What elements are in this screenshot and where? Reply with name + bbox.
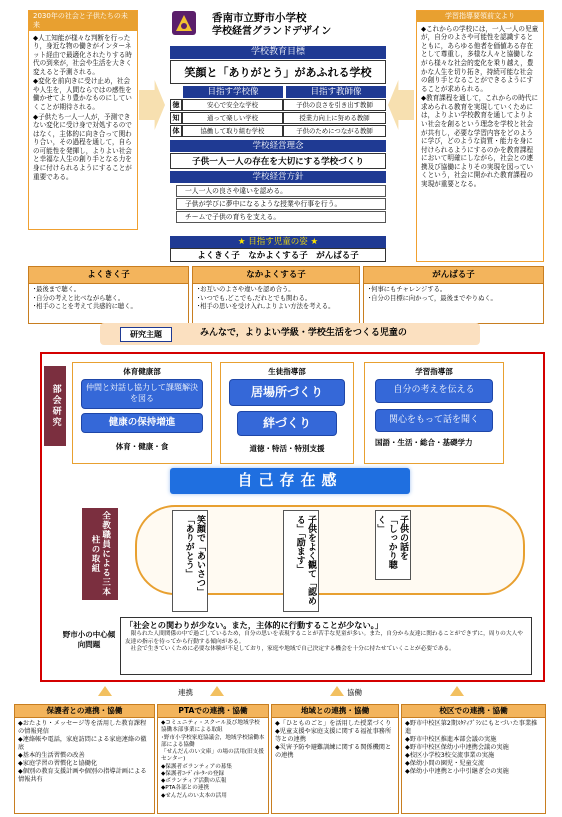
bukai-title: 生徒指導部 (268, 367, 306, 376)
left-arrow (139, 80, 165, 130)
bottom-title: PTAでの連携・協働 (157, 704, 269, 718)
arrow-up (210, 686, 224, 696)
bukai-button: 自分の考えを伝える (375, 379, 493, 402)
policy-item: 子供が学びに夢中になるような授業や行事を行う。 (176, 198, 386, 210)
bottom-title: 地域との連携・協働 (271, 704, 399, 718)
aim-teacher: 授業力向上に努める教師 (283, 112, 386, 124)
right-panel-item: ◆教育課程を通して，これからの時代に求められる教育を実現していくためには，よりよい学校教育を通してよりよい社会を創るという理念を学校と社会が共有し，必要な学習内容をどのように学び，どのような資質・能力を身に付けられるようにするのかを教育課程において明確にしながら，社会との連携及び協働によりその実現を図っていくという，社会に開かれた教育課程の実現が重要となる。 (421, 94, 539, 188)
bukai-button: 絆づくり (237, 411, 337, 436)
kid-line: ･お互いのよさや違いを認め合う。 (197, 286, 295, 293)
bottom-item: ◆PTA各部との連携 (161, 785, 210, 792)
bukai-button: 居場所づくり (229, 379, 345, 406)
school-aim-label: 目指す学校像 (183, 86, 283, 98)
bukai-group (220, 362, 354, 464)
aim-teacher: 子供のためにつながる教師 (283, 125, 386, 137)
arrow-up (330, 686, 344, 696)
right-panel (416, 10, 544, 262)
ideal-label: ★ 目指す児童の姿 ★ (170, 236, 386, 248)
teacher-aim-label: 目指す教師像 (286, 86, 386, 98)
bottom-column (14, 704, 155, 814)
left-panel-item: ◆変化を前向きに受け止め，社会や人生を，人間ならではの感性を働かせてより豊かなものにしていくことが期待される。 (33, 77, 132, 111)
bottom-item: 「せんだんのい文庫」の場の活用(旧支援センター) (161, 749, 264, 763)
design-title: 学校経営グランドデザイン (212, 26, 332, 37)
left-panel-title: 2030年の社会と子供たちの未来 (29, 11, 137, 31)
issue-box (120, 617, 532, 675)
issue-body-2: 社会で生きていくために必要な体験が不足しており，家庭や地域で自己決定する機会を十分に持たせていくことが必要である。 (125, 646, 455, 653)
bottom-item: ◆せんだんのい太本の活用 (161, 792, 227, 799)
issue-body: 限られた人間関係の中で過ごしているため，自分の思いを表現することが苦手な児童が多い。また，自分から友達に関わることができずに，周りの大人や友達の指示を待ってから行動する傾向がある。 (125, 631, 523, 645)
pillar-item: 笑顔で「あいさつ」「ありがとう」 (172, 510, 208, 612)
goal-text: 笑顔と「ありがとう」があふれる学校 (170, 60, 386, 84)
bottom-column (271, 704, 399, 814)
bottom-item: ◆野市中校区保幼小中連携会議の実施 (405, 744, 509, 752)
kid-column (28, 266, 189, 324)
aim-tag: 体 (170, 125, 182, 137)
pillars-tag: 全教職員による三本柱の取組 (82, 508, 118, 600)
bukai-tag: 部会研究 (44, 366, 66, 446)
policy-item: 一人一人の良さや違いを認める。 (176, 185, 386, 197)
left-panel-item: ◆子供たち一人一人が，予測できない変化に受け身で対処するのではなく，主体的に向き合って関わり合い，その過程を通して，自らの可能性を発揮し，よりよい社会と幸福な人生の創り手となる力を身に付けられるようにすることが重要である。 (33, 112, 132, 181)
bottom-item: ◆個別の教育支援計画や個別の指導計画による情報共有 (18, 768, 147, 784)
aim-tag: 知 (170, 112, 182, 124)
aim-tag: 徳 (170, 99, 182, 111)
goal-label: 学校教育目標 (170, 46, 386, 59)
arrow-up (98, 686, 112, 696)
kid-line: ･最後まで聴く。 (33, 286, 81, 293)
aim-school: 通って楽しい学校 (182, 112, 283, 124)
link-right: 協働 (347, 688, 362, 697)
bottom-item: ◆校区小学校3校交流事業の実施 (405, 752, 495, 760)
philosophy-label: 学校経営理念 (170, 140, 386, 152)
aim-teacher: 子供の良さを引き出す教師 (283, 99, 386, 111)
bottom-item: ◆保護者ｺｰﾃﾞｨﾈｰﾀｰの登録 (161, 770, 225, 777)
left-panel-item: ◆人工知能が様々な判断を行ったり，身近な物の働きがインターネット経由で最適化されたりする時代の到来が，社会や生活を大きく変えると予測される。 (33, 33, 132, 76)
kid-line: ･いつでも,どこでも,だれとでも関わる。 (197, 294, 312, 302)
research-text: みんなで，よりよい学級・学校生活をつくる児童の (200, 328, 407, 338)
bukai-group (72, 362, 212, 464)
bottom-column (401, 704, 546, 814)
bukai-footer: 道徳・特活・特別支援 (249, 444, 325, 454)
kid-title: がんばる子 (363, 266, 544, 284)
bottom-item: ◆ボランティア活動の広報 (161, 778, 227, 785)
bottom-item: ･野市小学校家庭協議会，地域学校協働本部による協働 (161, 734, 265, 748)
bottom-item: ◆保幼小間の園児・児童交流 (405, 760, 485, 768)
bottom-column (157, 704, 269, 814)
bottom-item: ◆災害予防や避難訓練に関する関係機関との連携 (275, 744, 392, 760)
kid-title: よくきく子 (28, 266, 189, 284)
bukai-footer: 体育・健康・食 (115, 441, 169, 451)
bottom-title: 校区での連携・協働 (401, 704, 546, 718)
jiko-text: 自己存在感 (237, 471, 343, 489)
research-label: 研究主題 (120, 327, 172, 342)
bottom-item: ◆コミュニティ・スクール及び地域学校協働本部事業による取組 (161, 720, 260, 734)
school-logo (172, 11, 196, 35)
left-panel (28, 10, 138, 230)
bottom-item: ◆「ひとものごと」を活用した授業づくり (275, 720, 392, 727)
policy-item: チームで子供の育ちを支える。 (176, 211, 386, 223)
kid-line: ･自分の考えと比べながら聴く。 (33, 294, 125, 302)
bukai-button: 関心をもって話を聞く (375, 409, 493, 432)
kid-line: ･自分の目標に向かって，最後までやりぬく。 (368, 294, 497, 302)
bottom-item: ◆連絡帳や電話，家庭訪問による家庭連絡の徹底 (18, 736, 147, 752)
arrow-up (450, 686, 464, 696)
bottom-item: ◆野市中校区第2期ｽﾀﾃｨﾌﾞﾗﾝにもとづいた事業推進 (405, 720, 538, 736)
aim-school: 安心で安全な学校 (182, 99, 283, 111)
bottom-item: ◆家庭学習の習慣化と協働化 (18, 760, 98, 768)
policy-list (176, 185, 386, 223)
bukai-title: 体育健康部 (123, 367, 161, 376)
bottom-item: ◆保護者ボランティアの募集 (161, 763, 232, 770)
kid-title: なかよくする子 (192, 266, 360, 284)
emblem-icon (175, 14, 193, 32)
link-left: 連携 (178, 688, 193, 697)
bottom-item: ◆野市中校区推進本部会議の実施 (405, 736, 497, 744)
kid-column (192, 266, 360, 324)
kid-line: ･相手の思いを受け入れ,よりよい方法を考える。 (197, 303, 335, 310)
bukai-group (364, 362, 504, 464)
bukai-title: 学習指導部 (415, 367, 453, 376)
bottom-title: 保護者との連携・協働 (14, 704, 155, 718)
policy-label: 学校経営方針 (170, 171, 386, 183)
kid-line: ･何事にもチャレンジする。 (368, 286, 447, 293)
kid-column (363, 266, 544, 324)
pillar-item: 子供をよく観て「認める」「励ます」 (283, 510, 319, 612)
ideal-text: よくきく子 なかよくする子 がんばる子 (170, 248, 386, 262)
bottom-item: ◆児童支援や家庭支援に関する福祉事務所等との連携 (275, 728, 392, 744)
aims-grid (170, 99, 386, 137)
issue-headline: 「社会との関わりが少ない。また，主体的に行動することが少ない。」 (125, 620, 383, 630)
bottom-item: ◆基本的生活習慣の改善 (18, 752, 85, 760)
right-panel-title: 学習指導要領前文より (417, 11, 543, 22)
pillar-item: 子供の話を「しっかり聴く」 (375, 510, 411, 580)
bukai-button: 仲間と対話し協力して課題解決を図る (81, 379, 203, 409)
bukai-footer: 国語・生活・総合・基礎学力 (375, 437, 473, 447)
philosophy-text: 子供一人一人の存在を大切にする学校づくり (170, 153, 386, 169)
aim-school: 協働して取り組む学校 (182, 125, 283, 137)
right-panel-item: ◆これからの学校には，一人一人の児童が，自分のよさや可能性を認識するとともに，あらゆる他者を価値ある存在として尊重し，多様な人々と協働しながら様々な社会的変化を乗り越え，豊かな人生を切り拓き，持続可能な社会の創り手となることができるようにすることが求められる。 (421, 24, 539, 93)
issue-tag: 野市小の中心傾向問題 (62, 630, 116, 649)
school-name: 香南市立野市小学校 (212, 12, 307, 24)
bukai-button: 健康の保持増進 (81, 413, 203, 433)
right-arrow (388, 80, 414, 130)
bottom-item: ◆おたより・メッセージ等を活用した教育課程の情報発信 (18, 720, 147, 736)
kid-line: ･相手のことを考えて共感的に聴く。 (33, 303, 137, 310)
bottom-item: ◆保幼小中連携と小中引継ぎ会の実施 (405, 768, 509, 776)
